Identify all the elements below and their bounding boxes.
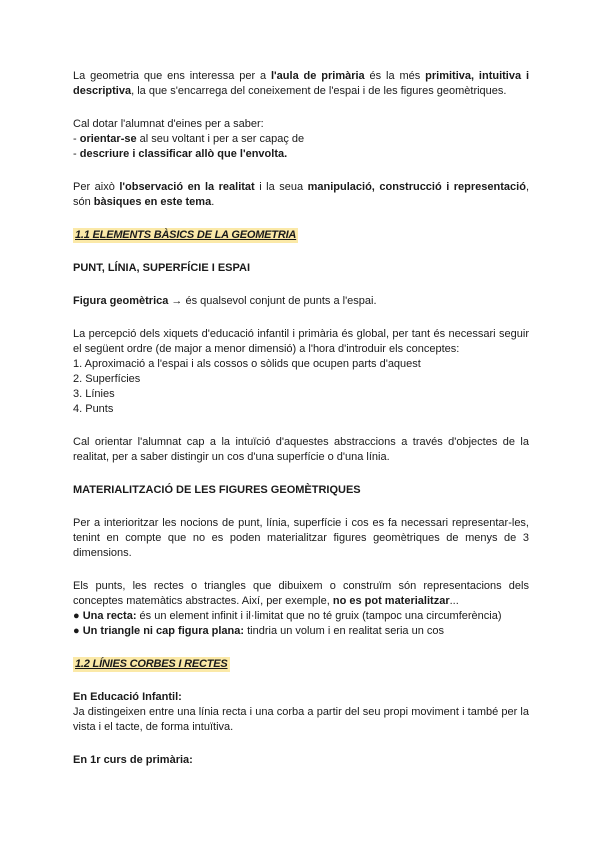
skills-list <box>73 132 529 162</box>
list-item: - descriure i classificar allò que l'envolta. <box>73 148 288 160</box>
observation-paragraph: Per això l'observació en la realitat i la seua manipulació, construcció i representació, són bàsiques en este tema. <box>73 181 529 208</box>
section-heading-1-2 <box>73 657 529 672</box>
highlighted-heading: 1.2 LÍNIES CORBES I RECTES <box>75 658 228 670</box>
list-item: ● Un triangle ni cap figura plana: tindria un volum i en realitat seria un cos <box>73 625 444 637</box>
infantil-paragraph: Ja distingeixen entre una línia recta i una corba a partir del seu propi moviment i també per la vista i el tacte, de forma intuïtiva. <box>73 706 529 733</box>
list-item: ● Una recta: és un element infinit i il·limitat que no té gruix (tampoc una circumferència) <box>73 610 502 622</box>
list-item: 2. Superfícies <box>73 373 141 385</box>
orient-paragraph: Cal orientar l'alumnat cap a la intuïció d'aquestes abstraccions a través d'objectes de la realitat, per a saber distingir un cos d'una superfície o d'una línia. <box>73 436 529 463</box>
order-list <box>73 357 529 417</box>
definition-paragraph: Figura geomètrica → és qualsevol conjunt de punts a l'espai. <box>73 295 377 307</box>
interior-paragraph: Per a interioritzar les nocions de punt, línia, superfície i cos es fa necessari representar-les, tenint en compte que no es poden materialitzar figures geomètriques de menys de 3 dimensions. <box>73 517 529 559</box>
intro-paragraph: La geometria que ens interessa per a l'aula de primària és la més primitiva, intuitiva i descriptiva, la que s'encarrega del coneixement de l'espai i de les figures geomètriques. <box>73 70 530 97</box>
list-item: - orientar-se al seu voltant i per a ser capaç de <box>73 133 305 145</box>
perception-paragraph: La percepció dels xiquets d'educació infantil i primària és global, per tant és necessari seguir el següent ordre (de major a menor dimensió) a l'hora d'introduir els conceptes: <box>73 328 529 355</box>
highlighted-heading: 1.1 ELEMENTS BÀSICS DE LA GEOMETRIA <box>75 229 297 241</box>
points-paragraph: Els punts, les rectes o triangles que dibuixem o construïm són representacions dels conceptes matemàtics abstractes. Així, per exemple, no es pot materialitzar... <box>73 580 529 607</box>
bullet-list <box>73 609 529 639</box>
tools-paragraph: Cal dotar l'alumnat d'eines per a saber: <box>73 118 264 130</box>
subtitle-punt-linia: PUNT, LÍNIA, SUPERFÍCIE I ESPAI <box>73 262 251 274</box>
list-item: 3. Línies <box>73 388 115 400</box>
list-item: 1. Aproximació a l'espai i als cossos o sòlids que ocupen parts d'aquest <box>73 358 421 370</box>
subtitle-primaria: En 1r curs de primària: <box>73 754 193 766</box>
list-item: 4. Punts <box>73 403 114 415</box>
section-heading-1-1 <box>73 228 529 243</box>
subtitle-materialitzacio: MATERIALITZACIÓ DE LES FIGURES GEOMÈTRIQUES <box>73 484 361 496</box>
subtitle-infantil: En Educació Infantil: <box>73 691 182 703</box>
